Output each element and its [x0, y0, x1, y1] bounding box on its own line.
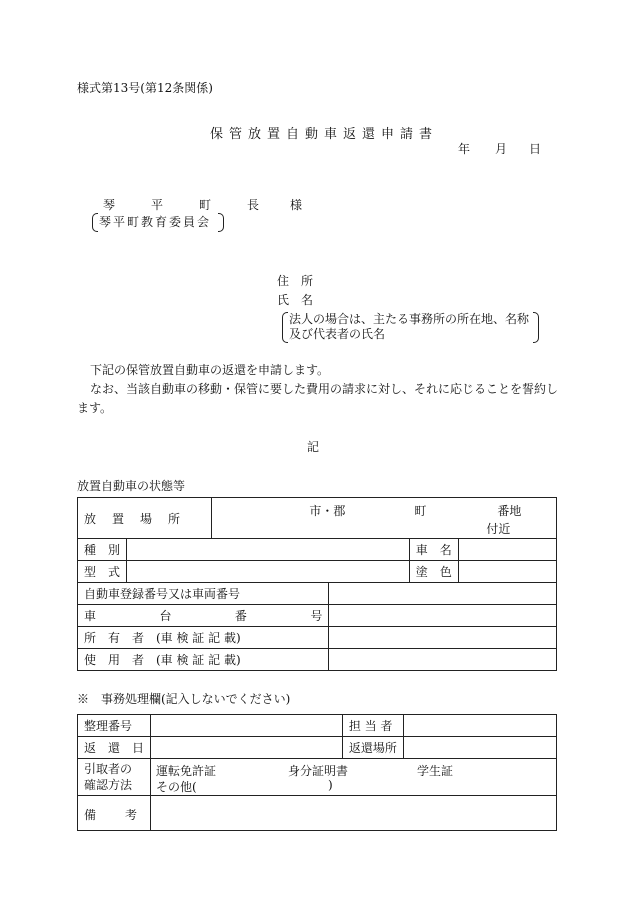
registration-label: 自動車登録番号又は車両番号 [84, 587, 241, 601]
document-title: 保管放置自動車返還申請書 [210, 127, 439, 142]
owner-label-cell [78, 627, 329, 649]
return-place-label-cell [342, 737, 403, 759]
table-row [78, 539, 557, 561]
staff-value-cell[interactable] [403, 715, 556, 737]
address-label: 住 所 [277, 274, 314, 288]
model-value-cell[interactable] [127, 561, 410, 583]
addressee-char-2: 平 [151, 198, 164, 212]
table-row [78, 605, 557, 627]
date-month: 月 [495, 142, 508, 156]
chassis-label-cell [78, 605, 329, 627]
addressee-char-1: 琴 [103, 198, 116, 212]
table-row [78, 561, 557, 583]
car-name-label: 車 名 [415, 543, 452, 557]
car-name-value-cell[interactable] [458, 539, 556, 561]
chassis-char: 台 [159, 609, 172, 623]
table-row [78, 498, 557, 539]
user-value-cell[interactable] [329, 649, 557, 671]
body-paragraph-1: 下記の保管放置自動車の返還を申請します。 [90, 363, 330, 377]
chassis-char: 番 [234, 609, 247, 623]
confirm-label-line-2: 確認方法 [84, 778, 133, 792]
staff-label: 担 当 者 [348, 719, 393, 733]
office-table [77, 714, 557, 831]
registration-label-cell [78, 583, 329, 605]
option-other-close: ) [328, 778, 333, 792]
table-row [78, 796, 557, 831]
owner-value-cell[interactable] [329, 627, 557, 649]
table-row [78, 627, 557, 649]
date-day: 日 [529, 142, 542, 156]
note-line-2: 及び代表者の氏名 [289, 327, 386, 341]
form-number: 様式第13号(第12条関係) [77, 81, 213, 95]
owner-label: 所 有 者 (車 検 証 記 載) [84, 631, 241, 645]
option-id-card[interactable]: 身分証明書 [288, 764, 349, 778]
type-label-cell [78, 539, 127, 561]
table-row [78, 583, 557, 605]
option-drivers-license[interactable]: 運転免許証 [156, 764, 217, 778]
model-label-cell [78, 561, 127, 583]
office-section-heading: ※ 事務処理欄(記入しないでください) [77, 692, 291, 706]
ref-no-label-cell [78, 715, 151, 737]
table-row [78, 759, 557, 796]
bracket-right [218, 213, 224, 232]
addressee-honorific: 様 [290, 198, 303, 212]
location-value-cell[interactable] [212, 498, 557, 539]
location-banchi: 番地 [497, 504, 522, 518]
ref-no-value-cell[interactable] [151, 715, 343, 737]
location-cho: 町 [414, 504, 427, 518]
remarks-char-1: 備 [84, 808, 97, 822]
table-row [78, 649, 557, 671]
note-bracket-right [533, 312, 539, 343]
chassis-value-cell[interactable] [329, 605, 557, 627]
note-bracket-left [282, 312, 288, 343]
body-paragraph-2-line-1: なお、当該自動車の移動・保管に要した費用の請求に対し、それに応じることを誓約し [90, 382, 559, 396]
addressee-char-4: 長 [247, 198, 260, 212]
option-student-card[interactable]: 学生証 [417, 764, 454, 778]
ref-no-label: 整理番号 [84, 719, 133, 733]
bracket-left [92, 213, 98, 232]
registration-value-cell[interactable] [329, 583, 557, 605]
addressee-char-3: 町 [199, 198, 212, 212]
date-year: 年 [458, 142, 471, 156]
chassis-label [84, 607, 322, 624]
color-label-cell [409, 561, 458, 583]
vehicle-section-heading: 放置自動車の状態等 [77, 479, 186, 493]
car-name-label-cell [409, 539, 458, 561]
vehicle-table [77, 497, 557, 671]
location-label: 放 置 場 所 [84, 511, 183, 526]
option-other[interactable]: その他( [156, 780, 197, 794]
return-date-label-cell [78, 737, 151, 759]
user-label: 使 用 者 (車 検 証 記 載) [84, 653, 241, 667]
remarks-char-2: 考 [125, 808, 138, 822]
chassis-char: 号 [310, 609, 323, 623]
return-date-value-cell[interactable] [151, 737, 343, 759]
remarks-label-cell [78, 796, 151, 831]
color-value-cell[interactable] [458, 561, 556, 583]
location-label-cell [78, 498, 212, 539]
return-place-label: 返還場所 [348, 741, 397, 755]
chassis-char: 車 [84, 609, 97, 623]
remarks-value-cell[interactable] [151, 796, 557, 831]
return-place-value-cell[interactable] [403, 737, 556, 759]
name-label: 氏 名 [277, 293, 314, 307]
addressee-board: 琴平町教育委員会 [99, 215, 212, 229]
confirm-label-line-1: 引取者の [84, 762, 133, 776]
table-row [78, 715, 557, 737]
body-paragraph-2-line-2: ます。 [77, 401, 113, 415]
model-label: 型 式 [84, 565, 121, 579]
color-label: 塗 色 [415, 565, 452, 579]
confirm-options-cell[interactable] [151, 759, 557, 796]
return-date-label: 返 還 日 [84, 741, 145, 755]
staff-label-cell [342, 715, 403, 737]
table-row [78, 737, 557, 759]
ki-heading: 記 [307, 440, 320, 454]
location-fukin: 付近 [486, 522, 511, 536]
location-shi-gun: 市・郡 [309, 504, 346, 518]
user-label-cell [78, 649, 329, 671]
type-value-cell[interactable] [127, 539, 410, 561]
confirm-label-cell [78, 759, 151, 796]
type-label: 種 別 [84, 543, 121, 557]
note-line-1: 法人の場合は、主たる事務所の所在地、名称 [289, 312, 530, 326]
